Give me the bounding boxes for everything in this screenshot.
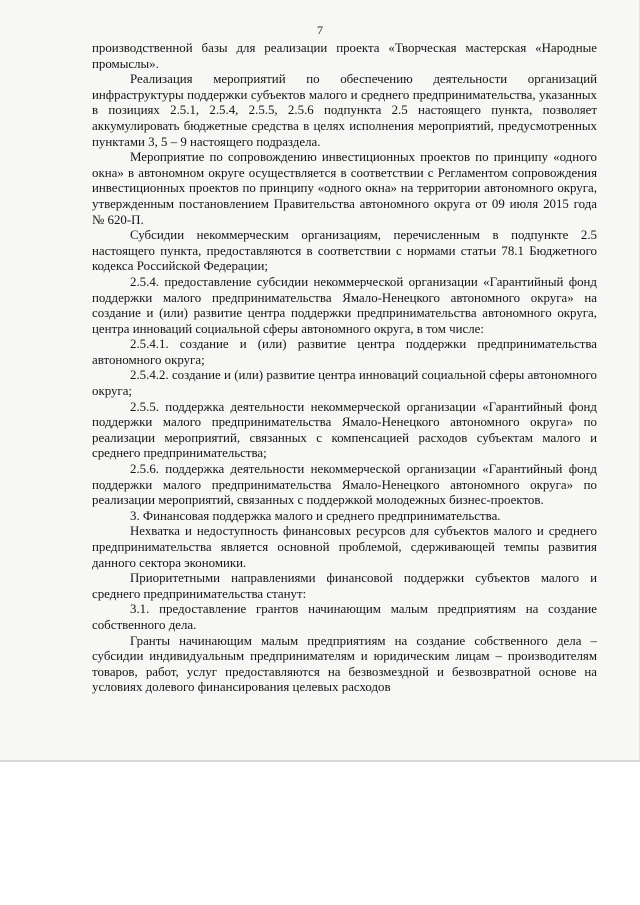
document-body bbox=[92, 41, 597, 696]
paragraph-one-window: Мероприятие по сопровождению инвестиционных проектов по принципу «одного окна» в автономном округе осуществляется в соответствии с Регламентом сопровождения инвестиционных проектов по принципу «одного окна» на территории автономного округа, утвержденным постановлением Правительства автономного округа от 09 июля 2015 года № 620-П. bbox=[92, 150, 597, 227]
paragraph-2-5-4-2: 2.5.4.2. создание и (или) развитие центра инноваций социальной сферы автономного округа; bbox=[92, 368, 597, 399]
paragraph-nonprofit-subsidies: Субсидии некоммерческим организациям, перечисленным в подпункте 2.5 настоящего пункта, предоставляются в соответствии с нормами статьи 78.1 Бюджетного кодекса Российской Федерации; bbox=[92, 228, 597, 274]
paragraph-grants: Гранты начинающим малым предприятиям на создание собственного дела – субсидии индивидуальным предпринимателям и юридическим лицам – производителям товаров, работ, услуг предоставляются на безвозмездной и безвозвратной основе на условиях долевого финансирования целевых расходов bbox=[92, 633, 597, 695]
section-heading-3: 3. Финансовая поддержка малого и среднего предпринимательства. bbox=[130, 508, 501, 523]
paragraph-priorities: Приоритетными направлениями финансовой поддержки субъектов малого и среднего предпринимательства станут: bbox=[92, 571, 597, 601]
paragraph-2-5-6: 2.5.6. поддержка деятельности некоммерческой организации «Гарантийный фонд поддержки малого предпринимательства Ямало-Ненецкого автономного округа» по реализации мероприятий, связанных с поддержкой молодежных бизнес-проектов. bbox=[92, 462, 597, 508]
paragraph-3-1: 3.1. предоставление грантов начинающим малым предприятиям на создание собственного дела. bbox=[92, 602, 597, 632]
paragraph-2-5-4: 2.5.4. предоставление субсидии некоммерческой организации «Гарантийный фонд поддержки малого предпринимательства Ямало-Ненецкого автономного округа» на создание и (или) развитие центра поддержки предпринимательства автономного округа, центра инноваций социальной сферы автономного округа, в том числе: bbox=[92, 274, 597, 336]
paragraph-2-5-5: 2.5.5. поддержка деятельности некоммерческой организации «Гарантийный фонд поддержки малого предпринимательства Ямало-Ненецкого автономного округа» по реализации мероприятий, связанных с компенсацией расходов субъектам малого и среднего предпринимательства; bbox=[92, 399, 597, 461]
paragraph-financing-gap: Нехватка и недоступность финансовых ресурсов для субъектов малого и среднего предпринимательства является основной проблемой, сдерживающей темпы развития данного сектора экономики. bbox=[92, 524, 597, 570]
paragraph-infrastructure-funding: Реализация мероприятий по обеспечению деятельности организаций инфраструктуры поддержки субъектов малого и среднего предпринимательства, указанных в позициях 2.5.1, 2.5.4, 2.5.5, 2.5.6 подпункта 2.5 настоящего пункта, позволяет аккумулировать бюджетные средства в целях исполнения мероприятий, предусмотренных пунктами 3, 5 – 9 настоящего подраздела. bbox=[92, 72, 597, 149]
page-number: 7 bbox=[317, 23, 323, 37]
paragraph-2-5-4-1: 2.5.4.1. создание и (или) развитие центра поддержки предпринимательства автономного округа; bbox=[92, 337, 597, 367]
paragraph-continuation: производственной базы для реализации проекта «Творческая мастерская «Народные промыслы». bbox=[92, 41, 597, 71]
